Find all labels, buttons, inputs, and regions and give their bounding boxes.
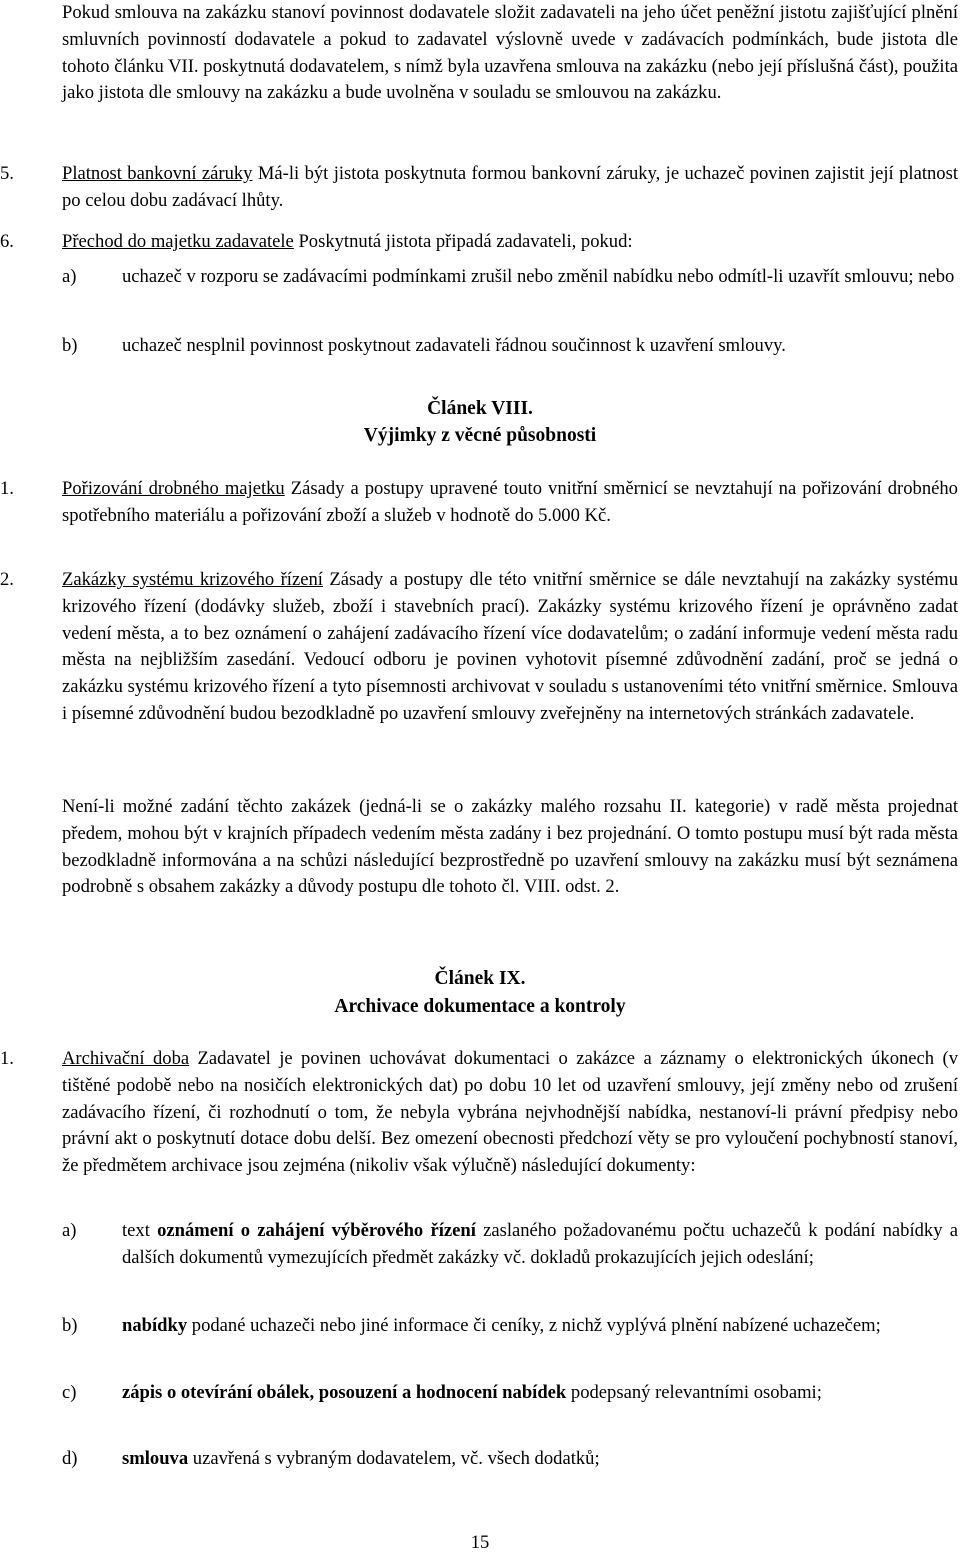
list-text [122,1313,958,1340]
list-label: b) [62,1315,78,1336]
point-title: Archivační doba [62,1048,190,1069]
point-text: Poskytnutá jistota připadá zadavateli, pokud: [293,231,633,252]
list-label: c) [62,1382,77,1403]
article-subheading: Archivace dokumentace a kontroly [334,996,626,1017]
list-text [122,1218,958,1272]
page-number: 15 [470,1532,490,1553]
point-number: 1. [0,478,14,499]
point-title: Pořizování drobného majetku [62,478,285,499]
list-text-pre: text [122,1220,158,1241]
point-text: Zásady a postupy upravené touto vnitřní směrnicí se nevztahují na pořizování drobného spotřebního materiálu a pořizování zboží a služeb v hodnotě do 5.000 Kč. [62,478,958,526]
point-body [62,1046,958,1180]
list-text: uchazeč v rozporu se zadávacími podmínkami zrušil nebo změnil nabídku nebo odmítl-li uzavřít smlouvu; nebo [122,266,955,287]
point-body [62,161,958,215]
list-label: a) [62,266,77,287]
point-body [62,476,958,530]
article8-point2-continued: Není-li možné zadání těchto zakázek (jedná-li se o zakázky malého rozsahu II. kategorie) v radě města projednat předem, mohou být v krajních případech vedením města zadány i bez projednání. O tomto postupu musí být rada města bezodkladně informována a na schůzi následující bezprostředně po uzavření smlouvy na zakázku musí být seznámena podrobně s obsahem zakázky a důvody postupu dle tohoto čl. VIII. odst. 2. [62,796,958,898]
point-number: 5. [0,163,14,184]
point-number: 2. [0,569,14,590]
point-title: Zakázky systému krizového řízení [62,569,323,590]
point-body [62,567,958,728]
list-text-bold: smlouva [122,1448,189,1469]
list-text-post: uzavřená s vybraným dodavatelem, vč. všech dodatků; [188,1448,600,1469]
article-heading: Článek VIII. [427,398,533,419]
list-text-bold: oznámení o zahájení výběrového řízení [157,1220,476,1241]
article-subheading: Výjimky z věcné působnosti [363,425,597,446]
point-text: Zadavatel je povinen uchovávat dokumentaci o zakázce a záznamy o elektronických úkonech (v tištěné podobě nebo na nosičích elektronických dat) po dobu 10 let od uzavření smlouvy, její změny nebo od zrušení zadávacího řízení, či rozhodnutí o tom, že nebyla vybrána nejvhodnější nabídka, nestanoví-li právní předpisy nebo právní akt o poskytnutí dotace dobu delší. Bez omezení obecnosti předchozí věty se pro vyloučení pochybností stanoví, že předmětem archivace jsou zejména (nikoliv však výlučně) následující dokumenty: [62,1048,958,1177]
list-text-post: podepsaný relevantními osobami; [566,1382,822,1403]
list-text [122,1446,958,1473]
point-title: Platnost bankovní záruky [62,163,253,184]
point-number: 6. [0,231,14,252]
list-text-post: podané uchazeči nebo jiné informace či ceníky, z nichž vyplývá plnění nabízené uchazečem; [187,1315,881,1336]
point-text: Zásady a postupy dle této vnitřní směrnice se dále nevztahují na zakázky systému krizového řízení (dodávky služeb, zboží i stavebních prací). Zakázky systému krizového řízení je oprávněno zadat vedení města, a to bez oznámení o zahájení zadávacího řízení více dodavatelům; o zadání informuje vedení města radu města na nejbližším zasedání. Vedoucí odboru je povinen vyhotovit písemné zdůvodnění zadání, proč se jedná o zakázku systému krizového řízení a tyto písemnosti archivovat v souladu s ustanoveními této vnitřní směrnice. Smlouva i písemné zdůvodnění budou bezodkladně po uzavření smlouvy zveřejněny na internetových stránkách zadavatele. [62,569,958,724]
list-text [122,1380,958,1407]
point-body [62,229,958,256]
point-text: Má-li být jistota poskytnuta formou bankovní záruky, je uchazeč povinen zajistit její platnost po celou dobu zadávací lhůty. [62,163,958,211]
list-text-bold: zápis o otevírání obálek, posouzení a hodnocení nabídek [122,1382,567,1403]
intro-paragraph: Pokud smlouva na zakázku stanoví povinnost dodavatele složit zadavateli na jeho účet peněžní jistotu zajišťující plnění smluvních povinností dodavatele a pokud to zadavatel výslovně uvede v zadávacích podmínkách, bude jistota dle tohoto článku VII. poskytnutá dodavatelem, s nímž byla uzavřena smlouva na zakázku (nebo její příslušná část), použita jako jistota dle smlouvy na zakázku a bude uvolněna v souladu se smlouvou na zakázku. [62,2,958,104]
list-label: d) [62,1448,78,1469]
list-text-bold: nabídky [122,1315,188,1336]
list-text-post: zaslaného požadovanému počtu uchazečů k podání nabídky a dalších dokumentů vymezujících předmět zakázky vč. dokladů prokazujících jejich odeslání; [122,1220,958,1268]
point-number: 1. [0,1048,14,1069]
list-label: b) [62,335,78,356]
point-title: Přechod do majetku zadavatele [62,231,294,252]
list-label: a) [62,1220,77,1241]
list-text: uchazeč nesplnil povinnost poskytnout zadavateli řádnou součinnost k uzavření smlouvy. [122,335,786,356]
article-heading: Článek IX. [434,968,526,989]
